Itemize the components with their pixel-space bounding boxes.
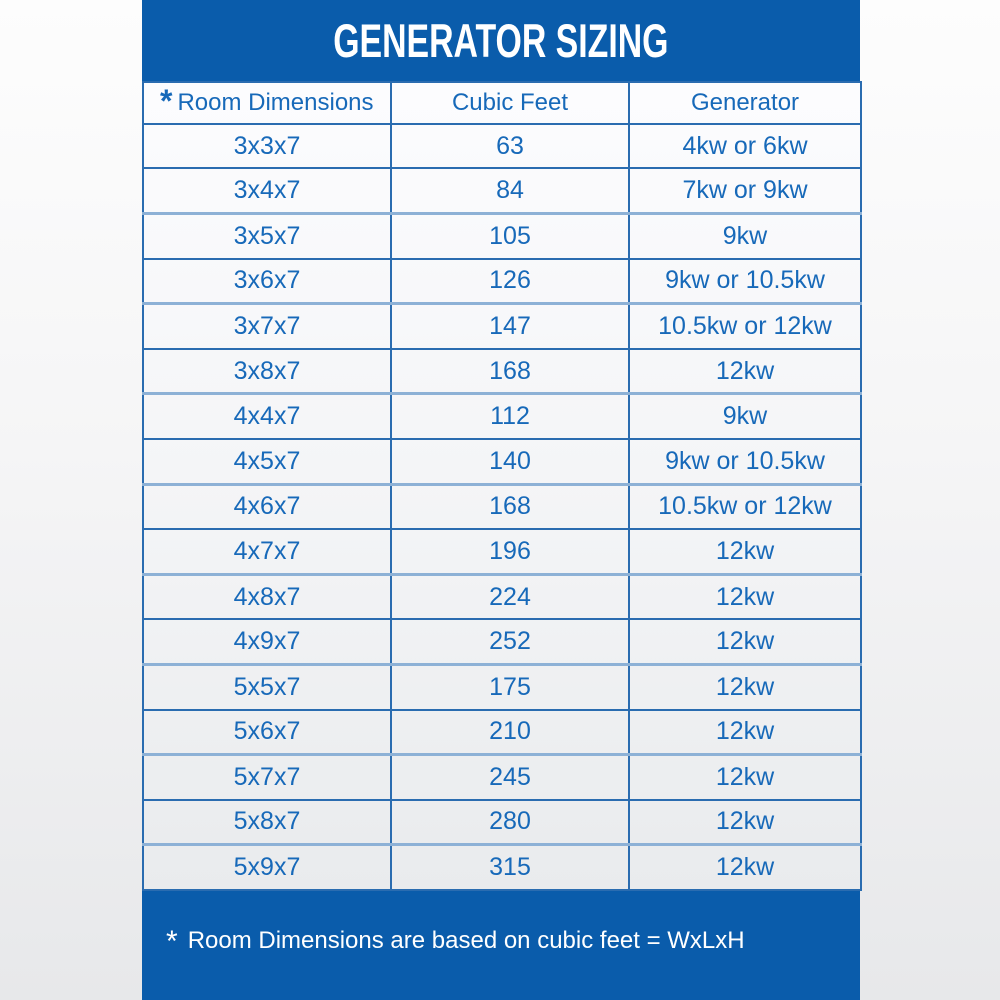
table-cell: 5x9x7 bbox=[233, 853, 301, 882]
table-cell: 4x6x7 bbox=[143, 484, 391, 529]
table-cell: 147 bbox=[391, 304, 629, 349]
column-header-room-dimensions bbox=[143, 82, 391, 124]
table-cell: 3x7x7 bbox=[143, 304, 391, 349]
table-cell: 4x7x7 bbox=[143, 529, 391, 574]
header-row bbox=[143, 82, 861, 124]
table-row bbox=[143, 845, 861, 890]
table-cell: 5x7x7 bbox=[143, 755, 391, 800]
table-cell: 315 bbox=[391, 845, 629, 890]
table-row bbox=[143, 124, 861, 168]
table-row bbox=[143, 213, 861, 258]
table-cell: 5x5x7 bbox=[143, 664, 391, 709]
table-row bbox=[143, 349, 861, 394]
table-cell: 4x4x7 bbox=[143, 394, 391, 439]
table-row bbox=[143, 304, 861, 349]
table-cell: 12kw bbox=[629, 755, 861, 800]
table-cell: 63 bbox=[391, 124, 629, 168]
table-cell: 210 bbox=[391, 710, 629, 755]
table-row bbox=[143, 800, 861, 845]
table-cell: 175 bbox=[391, 664, 629, 709]
table-header bbox=[143, 82, 861, 124]
table-cell: 4x9x7 bbox=[143, 619, 391, 664]
asterisk-marker: * bbox=[166, 925, 178, 958]
table-cell: 12kw bbox=[629, 574, 861, 619]
table-cell: 3x8x7 bbox=[143, 349, 391, 394]
table-cell: 105 bbox=[391, 213, 629, 258]
page-title: GENERATOR SIZING bbox=[333, 14, 669, 67]
title-band bbox=[142, 0, 860, 81]
table-row bbox=[143, 439, 861, 484]
footnote-band bbox=[142, 891, 860, 1000]
table-cell: 12kw bbox=[629, 619, 861, 664]
table-cell: 168 bbox=[391, 484, 629, 529]
table-row bbox=[143, 394, 861, 439]
table-cell: 224 bbox=[391, 574, 629, 619]
table-row bbox=[143, 168, 861, 213]
table-cell: 252 bbox=[391, 619, 629, 664]
footnote bbox=[166, 925, 745, 958]
column-header-cubic-feet: Cubic Feet bbox=[391, 82, 629, 124]
footnote-text: Room Dimensions are based on cubic feet = WxLxH bbox=[187, 927, 745, 954]
table-cell: 4kw or 6kw bbox=[629, 124, 861, 168]
table-cell: 126 bbox=[391, 259, 629, 304]
table-cell: 3x4x7 bbox=[143, 168, 391, 213]
column-header-label: Room Dimensions bbox=[177, 89, 374, 116]
table-cell: 12kw bbox=[629, 664, 861, 709]
table-row bbox=[143, 619, 861, 664]
table-row bbox=[143, 574, 861, 619]
table-cell: 3x6x7 bbox=[143, 259, 391, 304]
table-cell: 12kw bbox=[629, 800, 861, 845]
table-row bbox=[143, 484, 861, 529]
table-cell: 196 bbox=[391, 529, 629, 574]
table-cell: 3x5x7 bbox=[143, 213, 391, 258]
table-cell: 3x3x7 bbox=[143, 124, 391, 168]
asterisk-marker: * bbox=[160, 83, 173, 119]
table-cell: 12kw bbox=[629, 349, 861, 394]
table-cell: 5x6x7 bbox=[143, 710, 391, 755]
table-cell: 245 bbox=[391, 755, 629, 800]
table-cell: 9kw or 10.5kw bbox=[629, 259, 861, 304]
table-cell: 7kw or 9kw bbox=[629, 168, 861, 213]
table-row bbox=[143, 664, 861, 709]
table-cell: 5x8x7 bbox=[143, 800, 391, 845]
table-row bbox=[143, 710, 861, 755]
table-cell: 4x8x7 bbox=[143, 574, 391, 619]
table-cell: 140 bbox=[391, 439, 629, 484]
table-row bbox=[143, 755, 861, 800]
table-cell: 9kw or 10.5kw bbox=[629, 439, 861, 484]
table-cell: 10.5kw or 12kw bbox=[629, 304, 861, 349]
table-row bbox=[143, 259, 861, 304]
table-cell: 12kw bbox=[629, 845, 861, 890]
table-cell: 4x5x7 bbox=[143, 439, 391, 484]
column-header-generator: Generator bbox=[629, 82, 861, 124]
table-row bbox=[143, 529, 861, 574]
table-cell: 168 bbox=[391, 349, 629, 394]
table-cell: 9kw bbox=[629, 394, 861, 439]
table-cell: 10.5kw or 12kw bbox=[629, 484, 861, 529]
table-cell: 280 bbox=[391, 800, 629, 845]
table-cell: 12kw bbox=[629, 529, 861, 574]
generator-sizing-table bbox=[142, 81, 862, 891]
table-cell: 84 bbox=[391, 168, 629, 213]
table-cell: 12kw bbox=[629, 710, 861, 755]
table-cell: 9kw bbox=[629, 213, 861, 258]
table-cell: 112 bbox=[391, 394, 629, 439]
poster-panel bbox=[142, 0, 860, 1000]
table-body bbox=[143, 124, 861, 890]
